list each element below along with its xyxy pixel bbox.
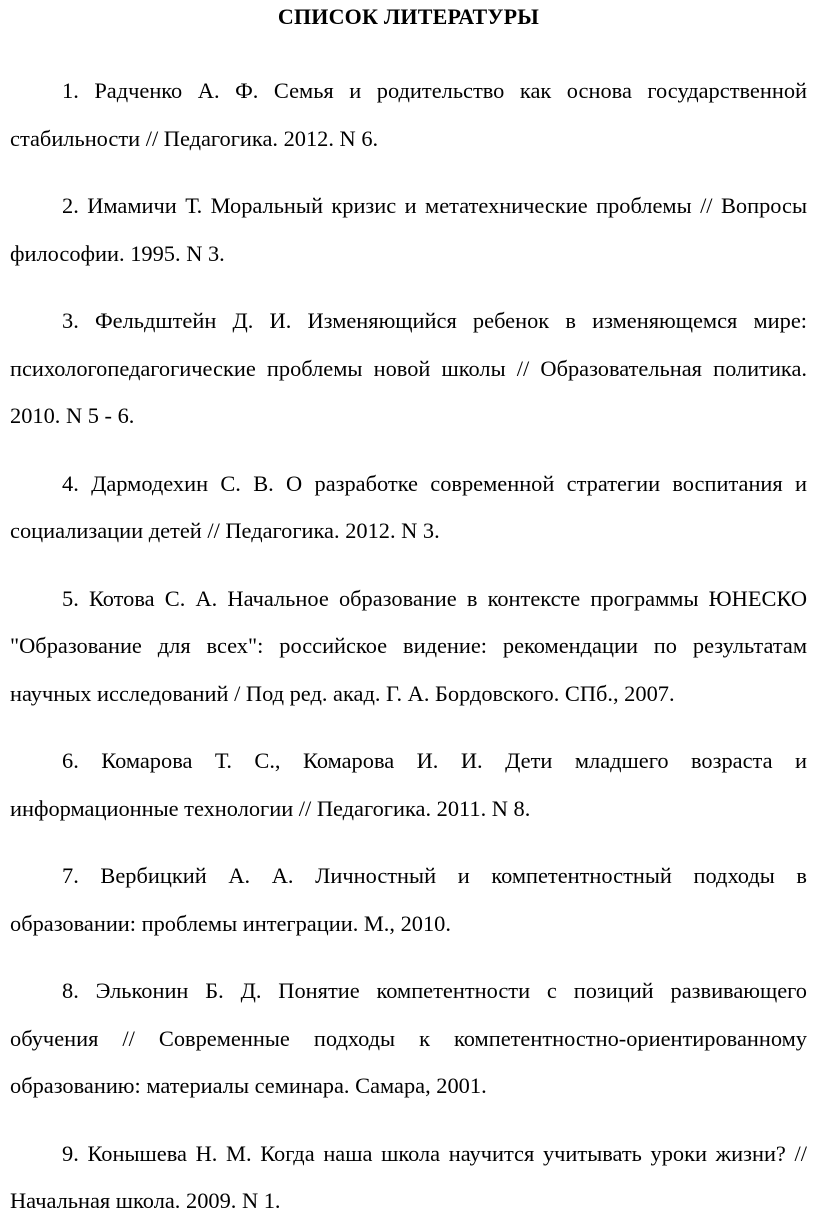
reference-item: 9. Конышева Н. М. Когда наша школа научится учитывать уроки жизни? // Начальная школа. 2009. N 1. [10,1140,807,1213]
reference-item: 8. Эльконин Б. Д. Понятие компетентности с позиций развивающего обучения // Современные подходы к компетентностно-ориентированному образованию: материалы семинара. Самара, 2001. [10,978,807,1098]
reference-item: 7. Вербицкий А. А. Личностный и компетентностный подходы в образовании: проблемы интеграции. М., 2010. [10,863,807,936]
page-title: СПИСОК ЛИТЕРАТУРЫ [277,4,540,29]
document-page [10,0,807,1225]
reference-item: 5. Котова С. А. Начальное образование в контексте программы ЮНЕСКО "Образование для всех": российское видение: рекомендации по результатам научных исследований / Под ред. акад. Г. А. Бордовского. СПб., 2007. [10,585,807,706]
reference-item: 2. Имамичи Т. Моральный кризис и метатехнические проблемы // Вопросы философии. 1995. N 3. [10,193,807,266]
reference-item: 6. Комарова Т. С., Комарова И. И. Дети младшего возраста и информационные технологии // Педагогика. 2011. N 8. [10,748,807,821]
reference-item: 4. Дармодехин С. В. О разработке современной стратегии воспитания и социализации детей // Педагогика. 2012. N 3. [10,470,807,543]
reference-list [10,67,807,1225]
reference-item: 1. Радченко А. Ф. Семья и родительство как основа государственной стабильности // Педагогика. 2012. N 6. [10,78,807,151]
reference-item: 3. Фельдштейн Д. И. Изменяющийся ребенок в изменяющемся мире: психологопедагогические проблемы новой школы // Образовательная политика. 2010. N 5 - 6. [10,308,807,428]
